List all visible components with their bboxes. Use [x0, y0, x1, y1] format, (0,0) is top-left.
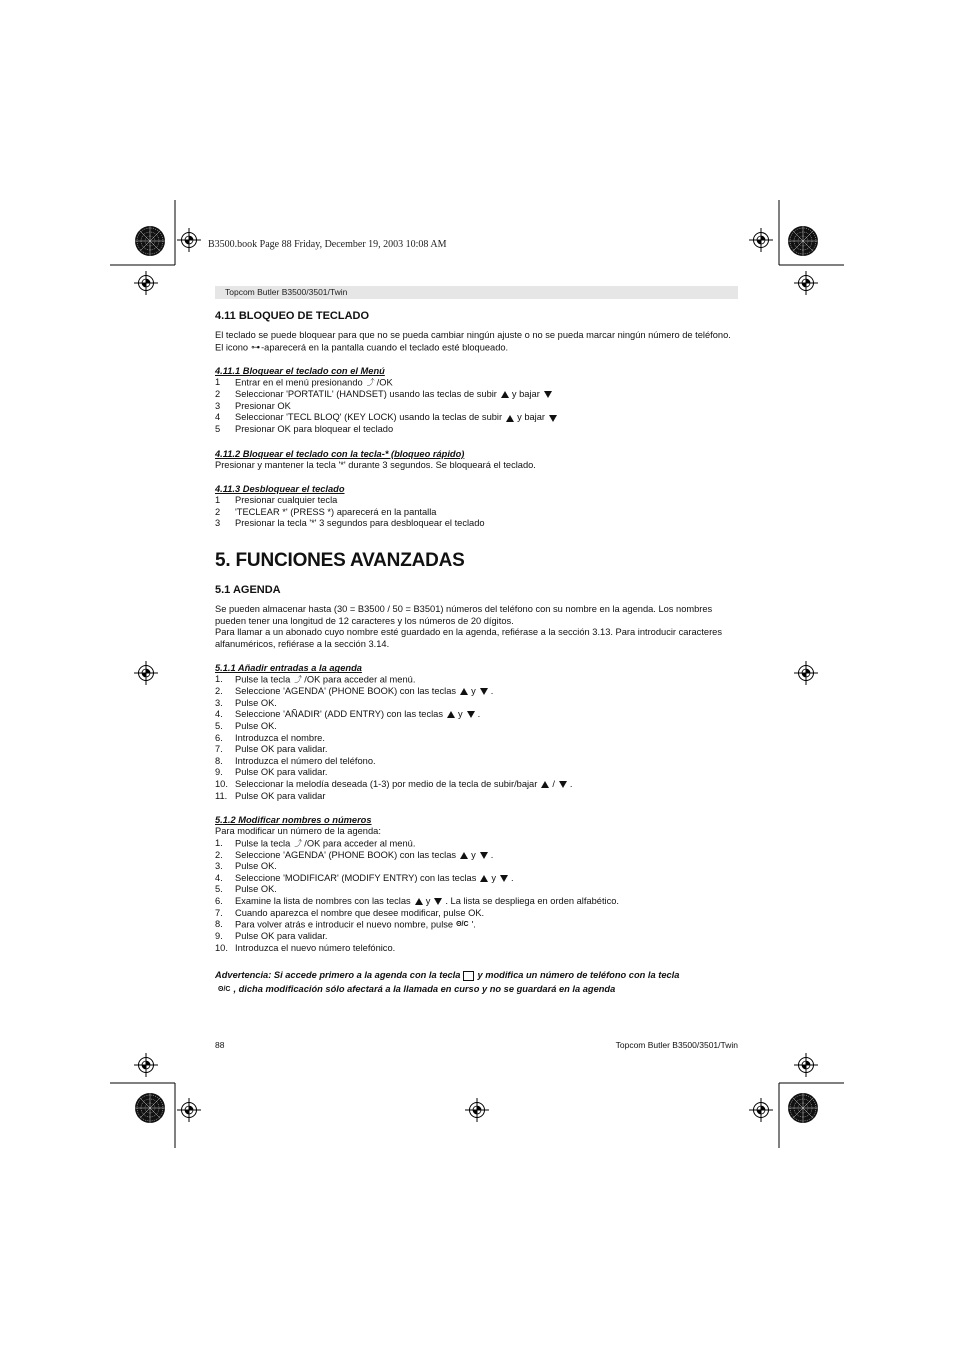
section-paragraph: Para llamar a un abonado cuyo nombre esté guardado en la agenda, refiérase a la sección 3.13. Para introducir caracteres alfanuméricos, refiérase a la sección 3.14. — [215, 627, 722, 649]
menu-key-icon: ⤴ — [294, 838, 303, 848]
arrow-down-icon — [467, 711, 475, 718]
list-item: 11. Pulse OK para validar — [215, 790, 326, 801]
section-heading-5-1: 5.1 AGENDA — [215, 584, 281, 597]
arrow-up-icon — [480, 875, 488, 882]
list-item: 4 Seleccionar 'TECL BLOQ' (KEY LOCK) usando la teclas de subir y bajar — [215, 412, 738, 424]
arrow-up-icon — [506, 415, 514, 422]
arrow-down-icon — [480, 688, 488, 695]
subsection-title-4-11-2: 4.11.2 Bloquear el teclado con la tecla-* (bloqueo rápido) — [215, 448, 465, 459]
list-item: 3 Presionar OK — [215, 400, 291, 411]
list-item: 3 Presionar la tecla '*' 3 segundos para desbloquear el teclado — [215, 518, 485, 529]
arrow-up-icon — [501, 391, 509, 398]
menu-key-icon: ⤴ — [366, 378, 375, 388]
warning-note: Advertencia: Si accede primero a la agenda con la tecla y modifica un número de teléfono con la tecla ʘ/C , dicha modificación sólo afectará a la llamada en curso y no se guardará en la agenda — [215, 968, 738, 997]
step-list — [215, 674, 738, 802]
subsection-title-4-11-3: 4.11.3 Desbloquear el teclado — [215, 484, 345, 495]
list-item: 8. Para volver atrás e introducir el nuevo nombre, pulse ʘ/C '. — [215, 919, 476, 930]
list-item: 1. Pulse la tecla ⤴ /OK para acceder al menú. — [215, 674, 416, 685]
list-item: 2 'TECLEAR *' (PRESS *) aparecerá en la pantalla — [215, 506, 437, 517]
step-list — [215, 838, 738, 954]
ecc-key-icon: ʘ/C — [456, 921, 469, 929]
arrow-up-icon — [415, 898, 423, 905]
arrow-down-icon — [559, 781, 567, 788]
page-number: 88 — [215, 1040, 225, 1050]
subsection-intro-5-1-2: Para modificar un número de la agenda: — [215, 826, 381, 837]
arrow-down-icon — [544, 391, 552, 398]
step-list — [215, 377, 738, 435]
arrow-down-icon — [480, 852, 488, 859]
ecc-key-icon: ʘ/C — [218, 985, 231, 993]
list-item: 5. Pulse OK. — [215, 721, 277, 732]
footer-title: Topcom Butler B3500/3501/Twin — [615, 1040, 738, 1050]
list-item: 4. Seleccione 'MODIFICAR' (MODIFY ENTRY) con las teclas y . — [215, 872, 514, 883]
chapter-title: 5. FUNCIONES AVANZADAS — [215, 550, 465, 572]
arrow-down-icon — [500, 875, 508, 882]
arrow-up-icon — [541, 781, 549, 788]
arrow-up-icon — [447, 711, 455, 718]
running-header — [215, 286, 738, 299]
subsection-title-4-11-1: 4.11.1 Bloquear el teclado con el Menú — [215, 366, 385, 377]
arrow-down-icon — [434, 898, 442, 905]
list-item: 5 Presionar OK para bloquear el teclado — [215, 424, 394, 435]
arrow-up-icon — [460, 688, 468, 695]
running-header-title: Topcom Butler B3500/3501/Twin — [225, 287, 348, 297]
list-item: 7. Cuando aparezca el nombre que desee modificar, pulse OK. — [215, 907, 485, 918]
arrow-down-icon — [549, 415, 557, 422]
list-item: 1 Entrar en el menú presionando ⤴ /OK — [215, 377, 393, 388]
list-item: 7. Pulse OK para validar. — [215, 744, 328, 755]
subsection-title-5-1-2: 5.1.2 Modificar nombres o números — [215, 815, 372, 826]
list-item: 8. Introduzca el número del teléfono. — [215, 755, 376, 766]
section-paragraph: Se pueden almacenar hasta (30 = B3500 / 50 = B3501) números del teléfono con su nombre en la agenda. Los nombres pueden tener una longitud de 12 caracteres y los números de 20 dígitos. — [215, 604, 713, 626]
arrow-up-icon — [460, 852, 468, 859]
list-item: 1 Presionar cualquier tecla — [215, 495, 338, 506]
list-item: 10. Seleccionar la melodía deseada (1-3) por medio de la tecla de subir/bajar / . — [215, 779, 573, 789]
list-item: 10. Introduzca el nuevo número telefónico. — [215, 942, 396, 953]
step-list — [215, 495, 738, 530]
list-item: 3. Pulse OK. — [215, 861, 277, 872]
menu-key-icon: ⤴ — [294, 675, 303, 685]
subsection-title-5-1-1: 5.1.1 Añadir entradas a la agenda — [215, 663, 362, 674]
book-filename-line: B3500.book Page 88 Friday, December 19, 2003 10:08 AM — [208, 239, 447, 250]
list-item: 5. Pulse OK. — [215, 884, 277, 895]
list-item: 6. Introduzca el nombre. — [215, 732, 325, 743]
section-intro-4-11: El teclado se puede bloquear para que no se pueda cambiar ningún ajuste o no se pueda marcar ningún número de teléfono. El icono ⊶-aparecerá en la pantalla cuando el teclado esté bloqueado. — [215, 330, 731, 352]
list-item: 1. Pulse la tecla ⤴ /OK para acceder al menú. — [215, 837, 416, 849]
list-item: 6. Examine la lista de nombres con las teclas y . La lista se despliega en orden alfabético. — [215, 896, 620, 906]
list-item: 9. Pulse OK para validar. — [215, 767, 328, 778]
subsection-text-4-11-2: Presionar y mantener la tecla '*' durante 3 segundos. Se bloqueará el teclado. — [215, 459, 536, 470]
page-body — [215, 310, 738, 997]
phonebook-icon — [463, 971, 474, 981]
key-lock-icon: ⊶ — [251, 341, 261, 352]
section-heading-4-11: 4.11 BLOQUEO DE TECLADO — [215, 310, 370, 322]
list-item: 2. Seleccione 'AGENDA' (PHONE BOOK) con las teclas y . — [215, 686, 494, 697]
list-item: 9. Pulse OK para validar. — [215, 931, 328, 942]
list-item: 3. Pulse OK. — [215, 697, 277, 708]
list-item: 2 Seleccionar 'PORTATIL' (HANDSET) usando las teclas de subir y bajar — [215, 389, 738, 401]
list-item: 4. Seleccione 'AÑADIR' (ADD ENTRY) con las teclas y . — [215, 709, 481, 720]
list-item: 2. Seleccione 'AGENDA' (PHONE BOOK) con las teclas y . — [215, 849, 494, 860]
